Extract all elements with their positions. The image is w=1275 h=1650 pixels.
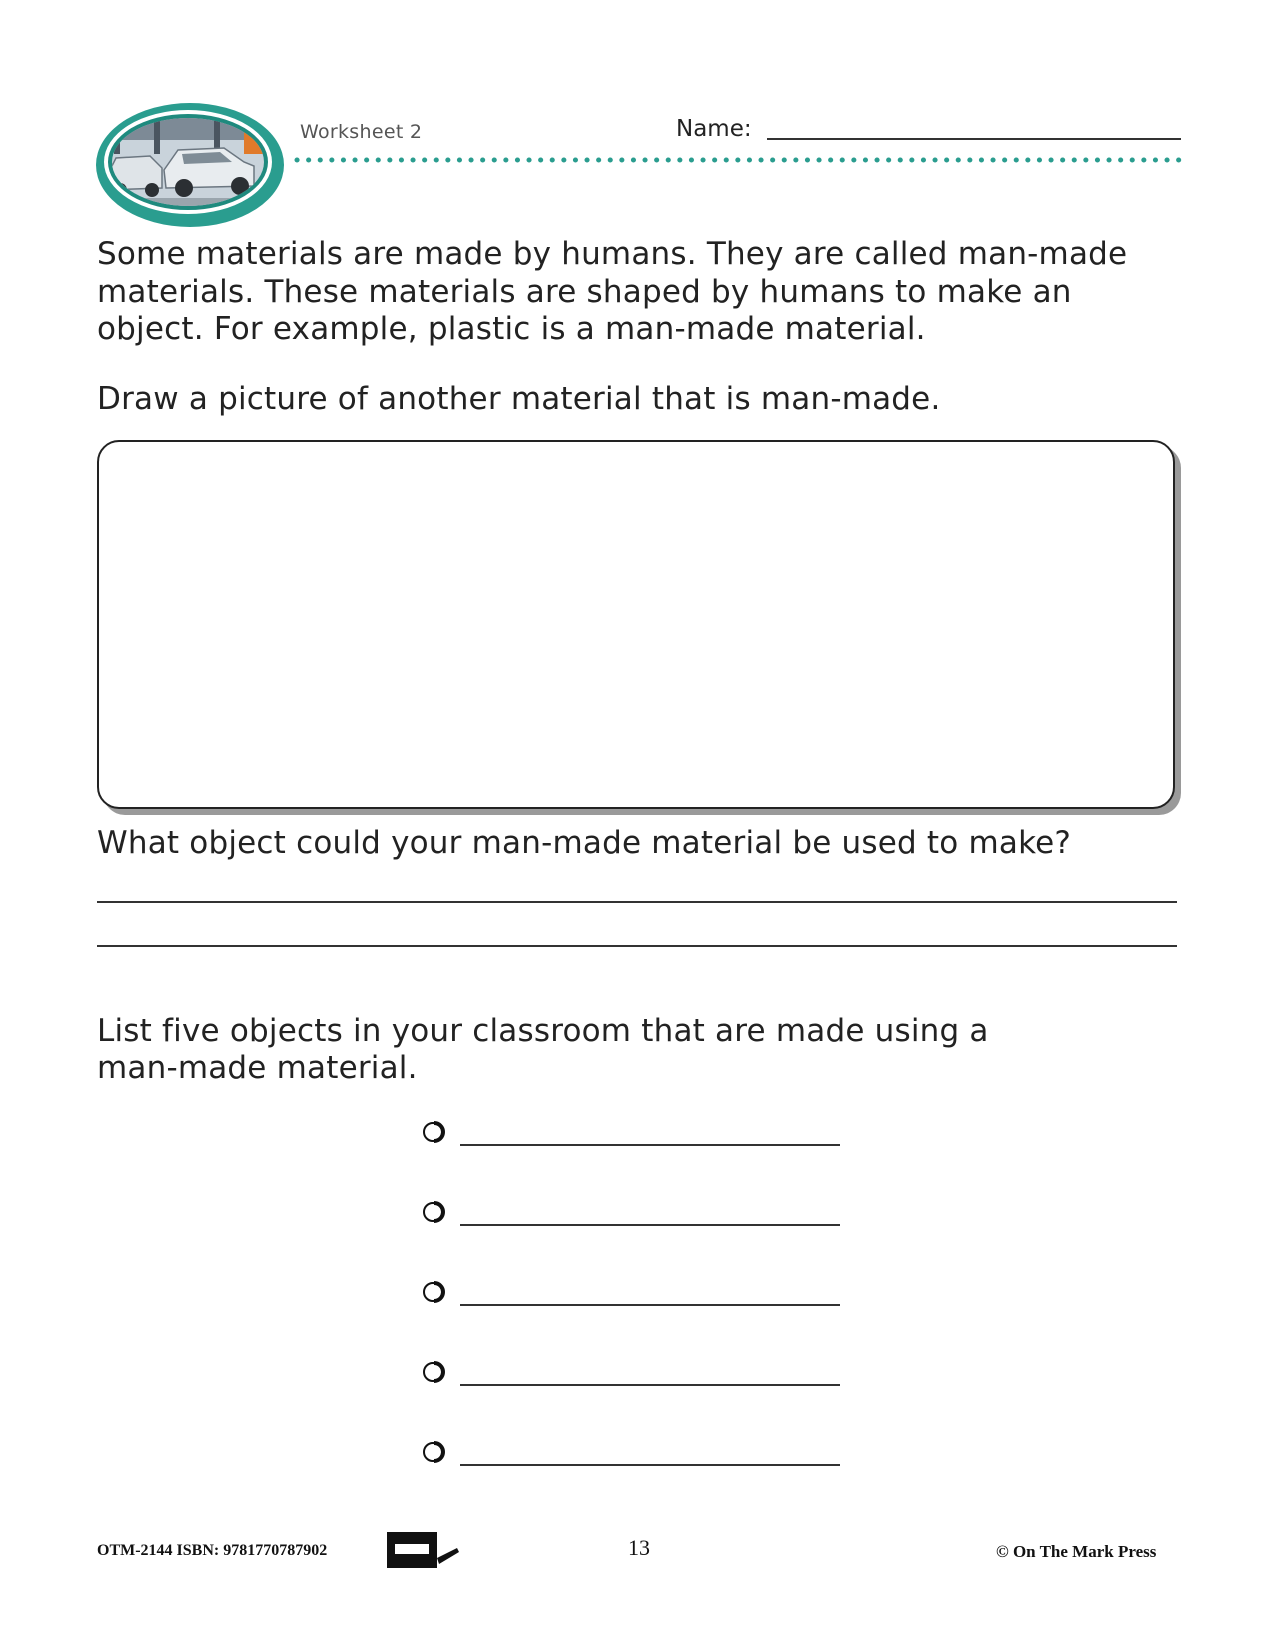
list-item[interactable] bbox=[420, 1438, 840, 1468]
list-item[interactable] bbox=[420, 1358, 840, 1388]
answer-line[interactable] bbox=[97, 901, 1177, 903]
circle-bullet-icon bbox=[420, 1278, 448, 1306]
worksheet-label: Worksheet 2 bbox=[300, 121, 423, 143]
list-answer-line[interactable] bbox=[460, 1224, 840, 1226]
name-label: Name: bbox=[676, 116, 752, 142]
draw-prompt: Draw a picture of another material that is man-made. bbox=[97, 381, 941, 417]
list-prompt-line: man-made material. bbox=[97, 1050, 418, 1086]
intro-paragraph bbox=[97, 236, 1197, 349]
intro-line: object. For example, plastic is a man-made material. bbox=[97, 311, 926, 347]
circle-bullet-icon bbox=[420, 1438, 448, 1466]
answer-line[interactable] bbox=[97, 945, 1177, 947]
list-prompt-line: List five objects in your classroom that are made using a bbox=[97, 1013, 989, 1049]
list-answer-line[interactable] bbox=[460, 1144, 840, 1146]
list-answer-line[interactable] bbox=[460, 1464, 840, 1466]
photocopier-icon bbox=[385, 1528, 461, 1572]
circle-bullet-icon bbox=[420, 1198, 448, 1226]
dotted-divider bbox=[293, 156, 1183, 164]
publisher-credit: © On The Mark Press bbox=[996, 1542, 1157, 1561]
drawing-box[interactable] bbox=[97, 440, 1175, 809]
list-answer-line[interactable] bbox=[460, 1384, 840, 1386]
list-item[interactable] bbox=[420, 1118, 840, 1148]
name-input-line[interactable] bbox=[767, 138, 1181, 140]
intro-line: materials. These materials are shaped by humans to make an bbox=[97, 273, 1072, 310]
list-answer-line[interactable] bbox=[460, 1304, 840, 1306]
circle-bullet-icon bbox=[420, 1118, 448, 1146]
car-factory-logo bbox=[94, 100, 286, 230]
question-prompt: What object could your man-made material be used to make? bbox=[97, 825, 1072, 861]
list-item[interactable] bbox=[420, 1278, 840, 1308]
intro-line: Some materials are made by humans. They are called man-made bbox=[97, 236, 1128, 272]
footer-code-isbn: OTM-2144 ISBN: 9781770787902 bbox=[97, 1542, 328, 1559]
list-item[interactable] bbox=[420, 1198, 840, 1228]
page-number: 13 bbox=[628, 1535, 650, 1560]
circle-bullet-icon bbox=[420, 1358, 448, 1386]
